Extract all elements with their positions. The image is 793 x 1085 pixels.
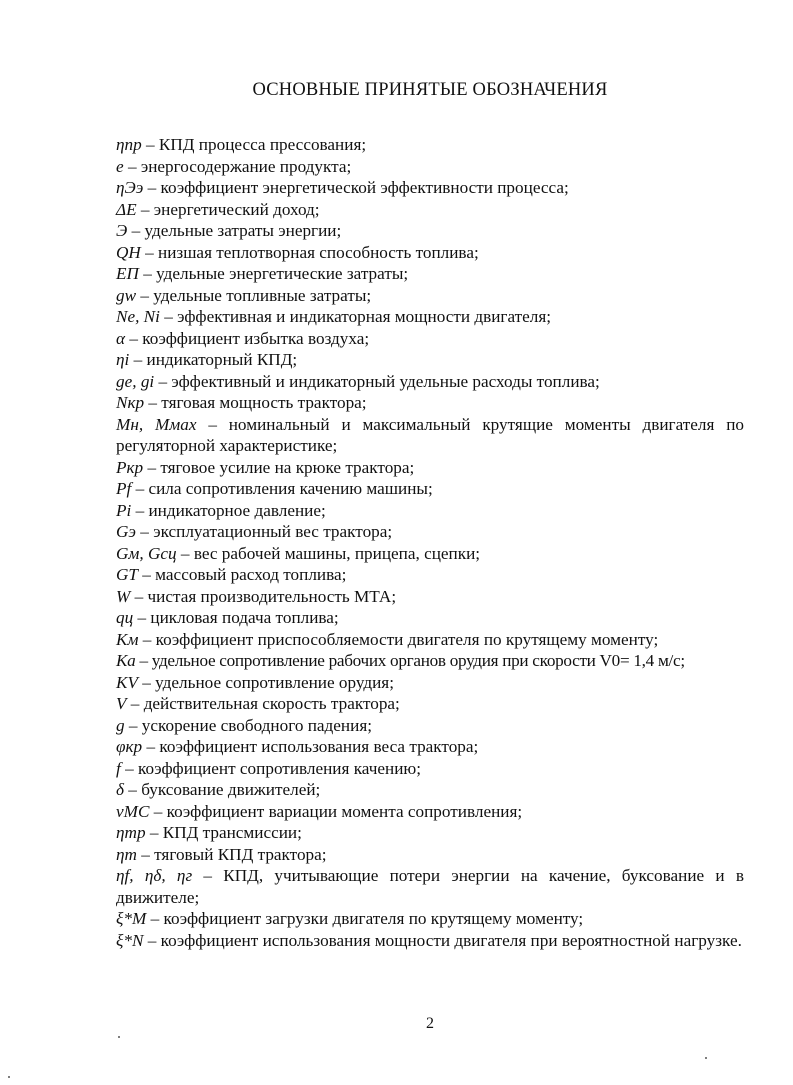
definition-symbol: Gэ — [116, 522, 136, 541]
definition-symbol: ge, gi — [116, 371, 155, 391]
definition-symbol: ξ*М — [116, 909, 147, 928]
definition-item — [116, 822, 744, 844]
definition-item — [116, 177, 744, 199]
definition-text: – удельные топливные затраты; — [136, 285, 372, 305]
definition-text: – номинальный и максимальный крутящие моменты двигателя по регуляторной характеристике; — [116, 414, 744, 455]
definition-symbol: Kм — [116, 629, 139, 649]
definition-symbol: Э — [116, 221, 128, 240]
definition-text: – коэффициент сопротивления качению; — [120, 758, 422, 778]
definition-item — [116, 478, 744, 500]
definition-item — [116, 220, 744, 242]
definition-item — [116, 306, 744, 328]
definition-symbol: ηЭэ — [116, 178, 144, 197]
definition-symbol: ηi — [116, 350, 130, 369]
definition-text: – индикаторный КПД; — [129, 350, 298, 369]
definition-text: – удельное сопротивление орудия; — [137, 672, 394, 692]
definition-item — [116, 242, 744, 264]
definition-symbol: δ — [116, 780, 124, 799]
definition-text: – КПД процесса прессования; — [141, 135, 367, 154]
definition-item — [116, 328, 744, 350]
definition-symbol: Ka — [116, 651, 136, 670]
scan-speck — [118, 1036, 120, 1038]
definition-item — [116, 134, 744, 156]
definition-item — [116, 758, 744, 780]
page-number: 2 — [426, 1015, 434, 1032]
definition-item — [116, 500, 744, 522]
definition-text: – энергосодержание продукта; — [123, 156, 352, 176]
definition-item — [116, 414, 744, 457]
definition-text: – коэффициент загрузки двигателя по крутящему моменту; — [146, 909, 584, 928]
definition-item — [116, 349, 744, 371]
definition-item — [116, 521, 744, 543]
definition-item — [116, 392, 744, 414]
definition-symbol: ΔE — [116, 199, 137, 219]
definition-item — [116, 586, 744, 608]
definition-item — [116, 543, 744, 565]
definition-text: – эффективный и индикаторный удельные расходы топлива; — [154, 371, 600, 391]
definition-text: – коэффициент избытка воздуха; — [125, 328, 370, 348]
definition-text: – удельные энергетические затраты; — [138, 264, 409, 283]
definition-symbol: V — [116, 694, 127, 713]
definition-symbol: e — [116, 156, 124, 176]
definition-symbol: ηт — [116, 844, 137, 864]
definition-symbol: ηf, ηδ, ηг — [116, 866, 193, 885]
definition-text: – цикловая подача топлива; — [133, 608, 339, 627]
definition-text: – коэффициент вариации момента сопротивления; — [149, 801, 523, 821]
page-title: ОСНОВНЫЕ ПРИНЯТЫЕ ОБОЗНАЧЕНИЯ — [252, 80, 608, 100]
definition-text: – удельное сопротивление рабочих органов орудия при скорости V0= 1,4 м/с; — [135, 651, 685, 670]
definition-symbol: W — [116, 586, 131, 606]
definition-symbol: QH — [116, 242, 141, 262]
definition-text: – коэффициент использования мощности двигателя при вероятностной нагрузке. — [143, 930, 742, 950]
definition-symbol: ηтр — [116, 823, 146, 842]
definition-item — [116, 156, 744, 178]
definition-text: – коэффициент использования веса трактора; — [142, 737, 479, 756]
definition-text: – тяговая мощность трактора; — [144, 393, 367, 412]
definition-item — [116, 779, 744, 801]
definition-text: – тяговый КПД трактора; — [136, 844, 327, 864]
definition-text: – КПД, учитывающие потери энергии на качение, буксование и в движителе; — [116, 866, 744, 907]
definition-text: – энергетический доход; — [136, 199, 320, 219]
definition-item — [116, 199, 744, 221]
definition-symbol: α — [116, 328, 126, 348]
definition-symbol: Pi — [116, 500, 132, 520]
definition-item — [116, 564, 744, 586]
scan-speck — [705, 1057, 707, 1059]
definition-text: – эксплуатационный вес трактора; — [136, 522, 393, 541]
definition-item — [116, 693, 744, 715]
definition-item — [116, 715, 744, 737]
definition-text: – удельные затраты энергии; — [127, 221, 342, 240]
definition-text: – эффективная и индикаторная мощности двигателя; — [159, 307, 552, 326]
definition-symbol: f — [116, 758, 121, 778]
definition-symbol: gw — [116, 285, 137, 305]
definition-item — [116, 263, 744, 285]
definition-symbol: ξ*N — [116, 930, 144, 950]
definition-symbol: EП — [116, 264, 139, 283]
definition-symbol: Ne, Ni — [116, 307, 160, 326]
definition-text: – массовый расход топлива; — [137, 565, 347, 584]
definition-symbol: KV — [116, 672, 138, 692]
definition-item — [116, 930, 744, 952]
definition-item — [116, 629, 744, 651]
definition-symbol: qц — [116, 608, 134, 627]
definition-item — [116, 371, 744, 393]
definition-item — [116, 457, 744, 479]
definition-symbol: φкр — [116, 737, 143, 756]
definition-text: – тяговое усилие на крюке трактора; — [143, 457, 415, 477]
definition-item — [116, 672, 744, 694]
definition-symbol: Gм, Gсц — [116, 543, 177, 563]
definition-item — [116, 607, 744, 629]
definition-text: – действительная скорость трактора; — [126, 694, 400, 713]
definition-item — [116, 844, 744, 866]
definition-text: – низшая теплотворная способность топлива; — [140, 242, 479, 262]
definition-symbol: g — [116, 715, 125, 735]
definition-item — [116, 650, 744, 672]
definition-text: – КПД трансмиссии; — [145, 823, 302, 842]
definitions-list — [116, 134, 744, 951]
definition-text: – коэффициент энергетической эффективности процесса; — [143, 178, 569, 197]
definition-item — [116, 285, 744, 307]
definition-item — [116, 908, 744, 930]
scan-speck — [8, 1076, 10, 1078]
definition-symbol: Mн, Mмах — [116, 414, 197, 434]
definition-item — [116, 736, 744, 758]
definition-symbol: Nкр — [116, 393, 145, 412]
definition-text: – индикаторное давление; — [131, 500, 326, 520]
definition-symbol: ηпр — [116, 135, 142, 154]
definition-symbol: GT — [116, 565, 138, 584]
definition-symbol: Pкр — [116, 457, 144, 477]
definition-symbol: Pf — [116, 479, 132, 498]
definition-text: – коэффициент приспособляемости двигателя по крутящему моменту; — [138, 629, 659, 649]
definition-symbol: νМС — [116, 801, 150, 821]
definition-text: – ускорение свободного падения; — [124, 715, 373, 735]
definition-text: – чистая производительность МТА; — [130, 586, 397, 606]
definition-item — [116, 801, 744, 823]
definition-text: – сила сопротивления качению машины; — [131, 479, 433, 498]
definition-text: – вес рабочей машины, прицепа, сцепки; — [176, 543, 481, 563]
definition-item — [116, 865, 744, 908]
definition-text: – буксование движителей; — [124, 780, 321, 799]
